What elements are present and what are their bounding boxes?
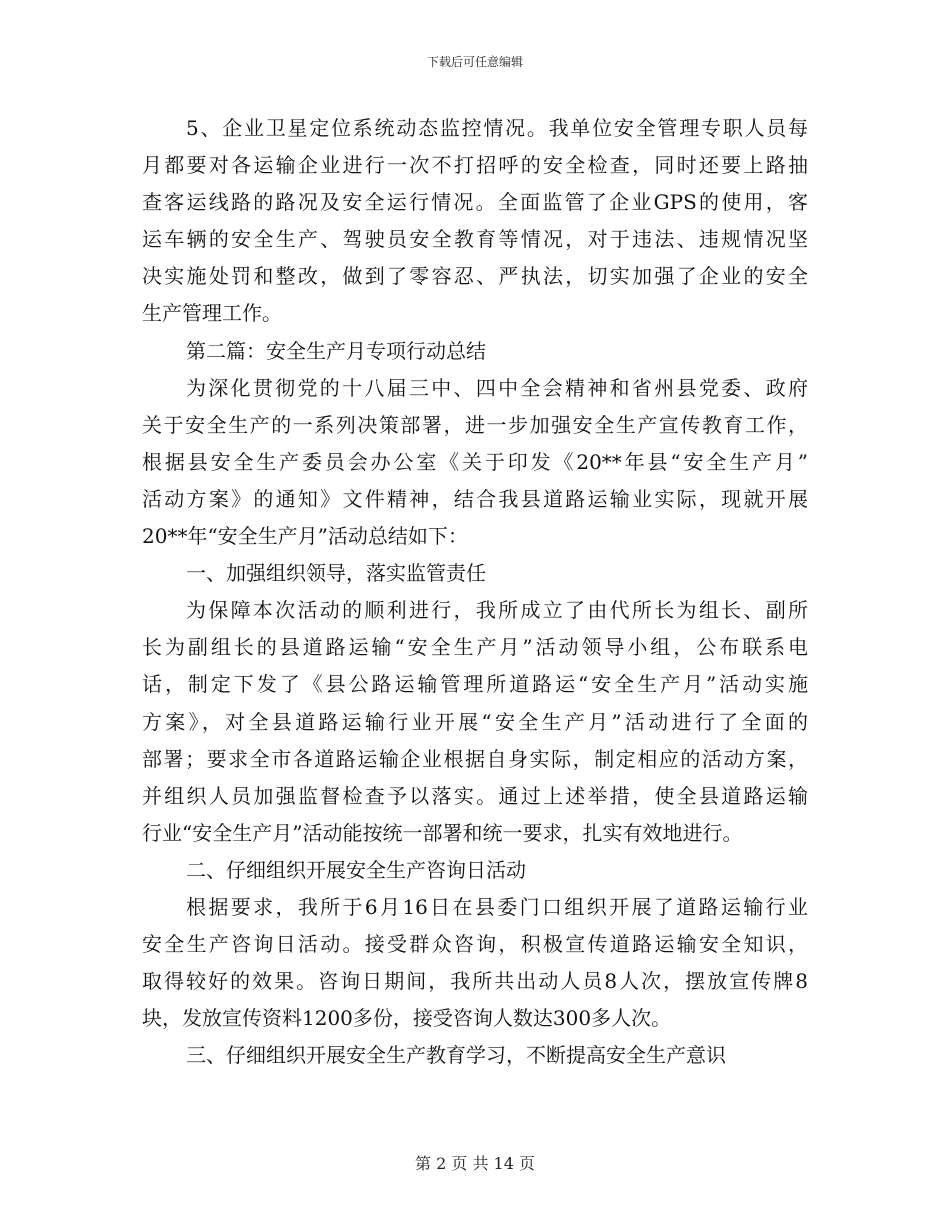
- text-line: 为深化贯彻党的十八届三中、四中全会精神和省州县党委、政府: [186, 375, 808, 400]
- text-line: 月都要对各运输企业进行一次不打招呼的安全检查，同时还要上路抽: [142, 153, 808, 178]
- text-line: 方案》，对全县道路运输行业开展“安全生产月”活动进行了全面的: [142, 709, 808, 734]
- text-line: 根据县安全生产委员会办公室《关于印发《20**年县“安全生产月”: [142, 449, 808, 474]
- text-line: 并组织人员加强监督检查予以落实。通过上述举措，使全县道路运输: [142, 783, 808, 808]
- text-line: 运车辆的安全生产、驾驶员安全教育等情况，对于违法、违规情况坚: [142, 227, 808, 252]
- section-heading: 第二篇：安全生产月专项行动总结: [186, 338, 486, 363]
- text-line: 行业“安全生产月”活动能按统一部署和统一要求，扎实有效地进行。: [142, 820, 743, 845]
- text-line: 20**年“安全生产月”活动总结如下：: [142, 524, 468, 549]
- text-line: 活动方案》的通知》文件精神，结合我县道路运输业实际，现就开展: [142, 486, 808, 511]
- text-line: 关于安全生产的一系列决策部署，进一步加强安全生产宣传教育工作，: [142, 412, 808, 437]
- text-line: 5、企业卫星定位系统动态监控情况。我单位安全管理专职人员每: [186, 116, 808, 140]
- section-heading: 一、加强组织领导，落实监管责任: [186, 561, 486, 586]
- text-line: 话，制定下发了《县公路运输管理所道路运“安全生产月”活动实施: [142, 672, 808, 697]
- text-line: 长为副组长的县道路运输“安全生产月”活动领导小组，公布联系电: [142, 635, 808, 660]
- text-line: 生产管理工作。: [142, 301, 282, 326]
- page-number-footer: 第 2 页 共 14 页: [415, 1154, 535, 1173]
- text-line: 为保障本次活动的顺利进行，我所成立了由代所长为组长、副所: [186, 598, 808, 623]
- text-line: 安全生产咨询日活动。接受群众咨询，积极宣传道路运输安全知识，: [142, 932, 808, 957]
- section-heading: 二、仔细组织开展安全生产咨询日活动: [186, 857, 526, 882]
- text-line: 取得较好的效果。咨询日期间，我所共出动人员8人次，摆放宣传牌8: [142, 969, 808, 994]
- text-line: 部署；要求全市各道路运输企业根据自身实际，制定相应的活动方案，: [142, 746, 808, 771]
- page-header: 下载后可任意编辑: [426, 55, 523, 69]
- document-body: [142, 110, 808, 1074]
- section-heading: 三、仔细组织开展安全生产教育学习，不断提高安全生产意识: [186, 1043, 726, 1068]
- text-line: 块，发放宣传资料1200多份，接受咨询人数达300多人次。: [142, 1006, 672, 1031]
- text-line: 决实施处罚和整改，做到了零容忍、严执法，切实加强了企业的安全: [142, 264, 808, 289]
- text-line: 查客运线路的路况及安全运行情况。全面监管了企业GPS的使用，客: [142, 190, 808, 215]
- text-line: 根据要求，我所于6月16日在县委门口组织开展了道路运输行业: [186, 894, 808, 919]
